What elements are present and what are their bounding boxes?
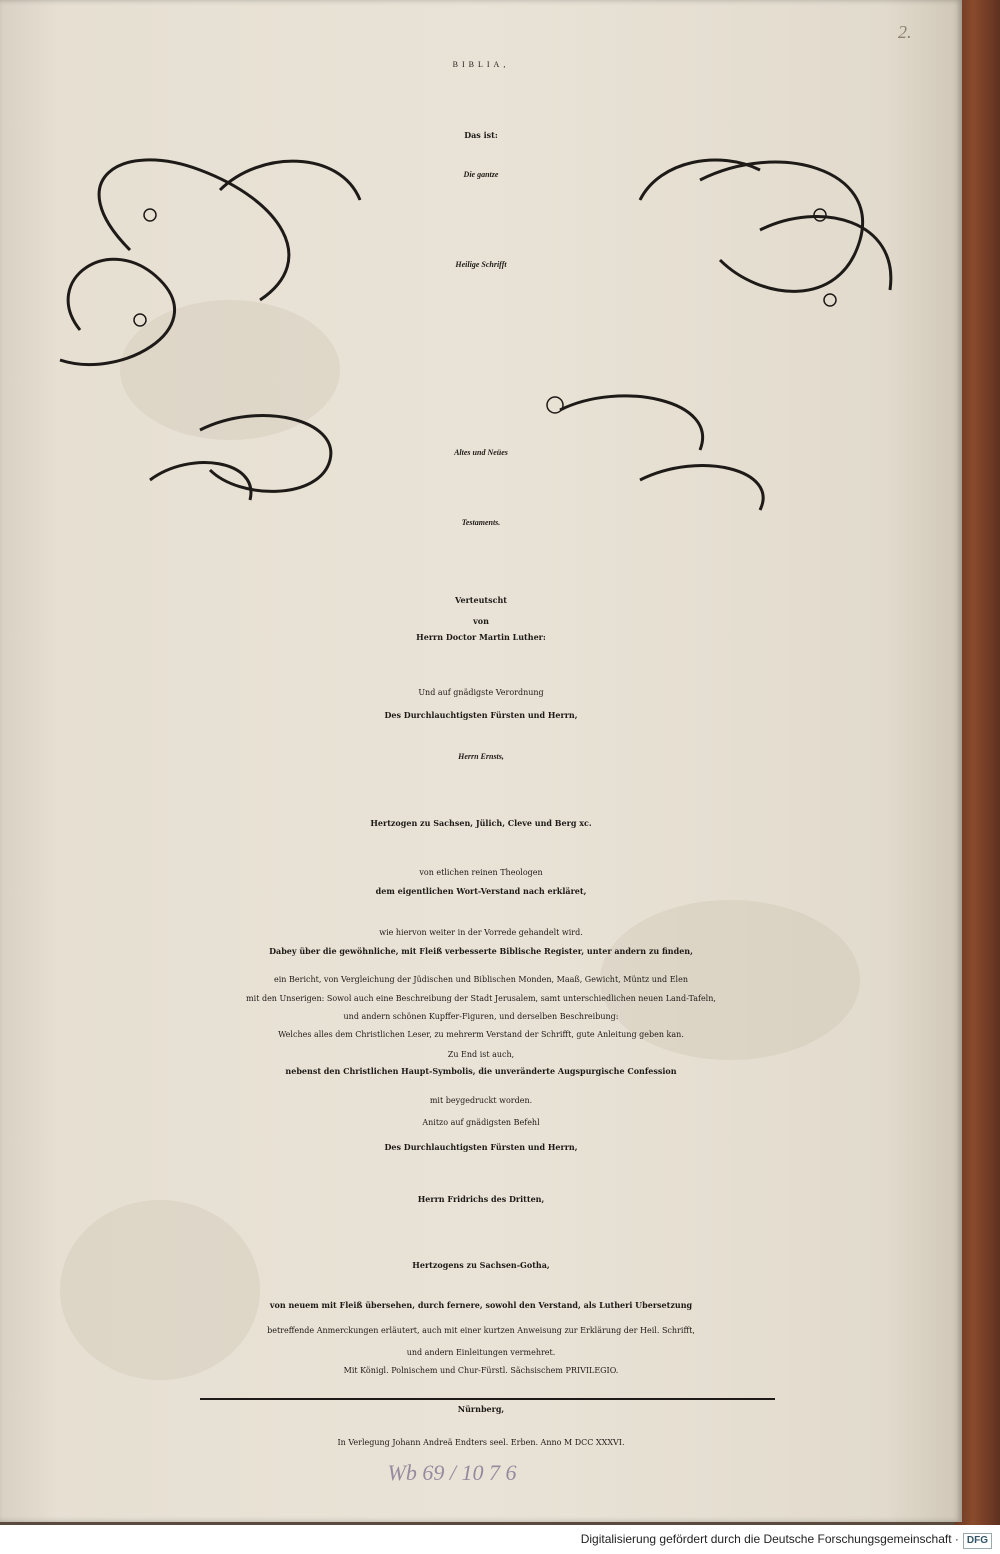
bericht-line: ein Bericht, von Vergleichung der Jüdischen und Biblischen Monden, Maaß, Gewicht, Müntz und Elen [274, 975, 688, 984]
vorrede-line: wie hiervon weiter in der Vorrede gehandelt wird. [379, 928, 583, 937]
anmerckungen-line: betreffende Anmerckungen erläutert, auch mit einer kurtzen Anweisung zur Erklärung der Heil. Schrifft, [267, 1326, 695, 1335]
title-die-gantze: Die gantze [463, 170, 499, 179]
jerusalem-line: mit den Unserigen: Sowol auch eine Beschreibung der Stadt Jerusalem, samt unterschiedlichen neuen Land-Tafeln, [246, 994, 716, 1003]
zu-end-line: Zu End ist auch, [447, 1050, 515, 1059]
title-heilige-schrifft: Heilige Schrifft [455, 260, 507, 269]
digitization-footer [0, 1525, 1000, 1554]
uebersehen-line: von neuem mit Fleiß übersehen, durch fernere, sowohl den Verstand, als Lutheri Ubersetzung [269, 1300, 693, 1310]
theologen-line: von etlichen reinen Theologen [419, 868, 543, 877]
page-marker: 2. [898, 22, 912, 42]
privilegio-line: Mit Königl. Polnischem und Chur-Fürstl. Sächsischem PRIVILEGIO. [343, 1366, 619, 1375]
einleitungen-line: und andern Einleitungen vermehret. [406, 1348, 556, 1357]
welches-line: Welches alles dem Christlichen Leser, zu mehrerm Verstand der Schrifft, gute Anleitung geben kan. [278, 1030, 684, 1039]
hertzogen-line: Hertzogen zu Sachsen, Jülich, Cleve und Berg xc. [370, 818, 592, 828]
wort-verstand-line: dem eigentlichen Wort-Verstand nach erkläret, [375, 886, 587, 896]
footer-text: Digitalisierung gefördert durch die Deutsche Forschungsgemeinschaft · [580, 1532, 959, 1546]
title-testaments: Testaments. [461, 518, 501, 527]
fridrichs-line: Herrn Fridrichs des Dritten, [417, 1194, 545, 1204]
durchlauchtigsten-line-2: Des Durchlauchtigsten Fürsten und Herrn, [384, 1142, 578, 1152]
title-das-ist: Das ist: [464, 130, 498, 140]
dfg-logo: DFG [963, 1533, 992, 1549]
sachsen-gotha-line: Hertzogens zu Sachsen-Gotha, [412, 1260, 550, 1270]
verlegung-line: In Verlegung Johann Andreä Endters seel. Erben. Anno M DCC XXXVI. [337, 1438, 625, 1447]
handwritten-shelfmark: Wb 69 / 10 7 6 [387, 1460, 517, 1485]
confession-line: nebenst den Christlichen Haupt-Symbolis, die unveränderte Augspurgische Confession [285, 1066, 677, 1076]
rule-divider [0, 1396, 962, 1402]
kupffer-line: und andern schönen Kupffer-Figuren, und derselben Beschreibung: [343, 1012, 619, 1021]
durchlauchtigsten-line-1: Des Durchlauchtigsten Fürsten und Herrn, [384, 710, 578, 720]
luther-line: Herrn Doctor Martin Luther: [416, 632, 546, 642]
verordnung-line: Und auf gnädigste Verordnung [418, 688, 544, 697]
beygedruckt-line: mit beygedruckt worden. [429, 1096, 533, 1105]
anitzo-line: Anitzo auf gnädigsten Befehl [422, 1118, 540, 1127]
herrn-ernsts: Herrn Ernsts, [458, 752, 504, 761]
nuernberg-line: Nürnberg, [457, 1404, 505, 1414]
title-biblia: BIBLIA, [452, 60, 510, 69]
register-line: Dabey über die gewöhnliche, mit Fleiß verbesserte Biblische Register, unter andern zu finden, [269, 946, 693, 956]
calligraphic-flourish [0, 0, 962, 600]
von: von [473, 616, 489, 626]
title-altes-und-neues: Altes und Neües [454, 448, 508, 457]
verteutscht: Verteutscht [455, 595, 507, 605]
